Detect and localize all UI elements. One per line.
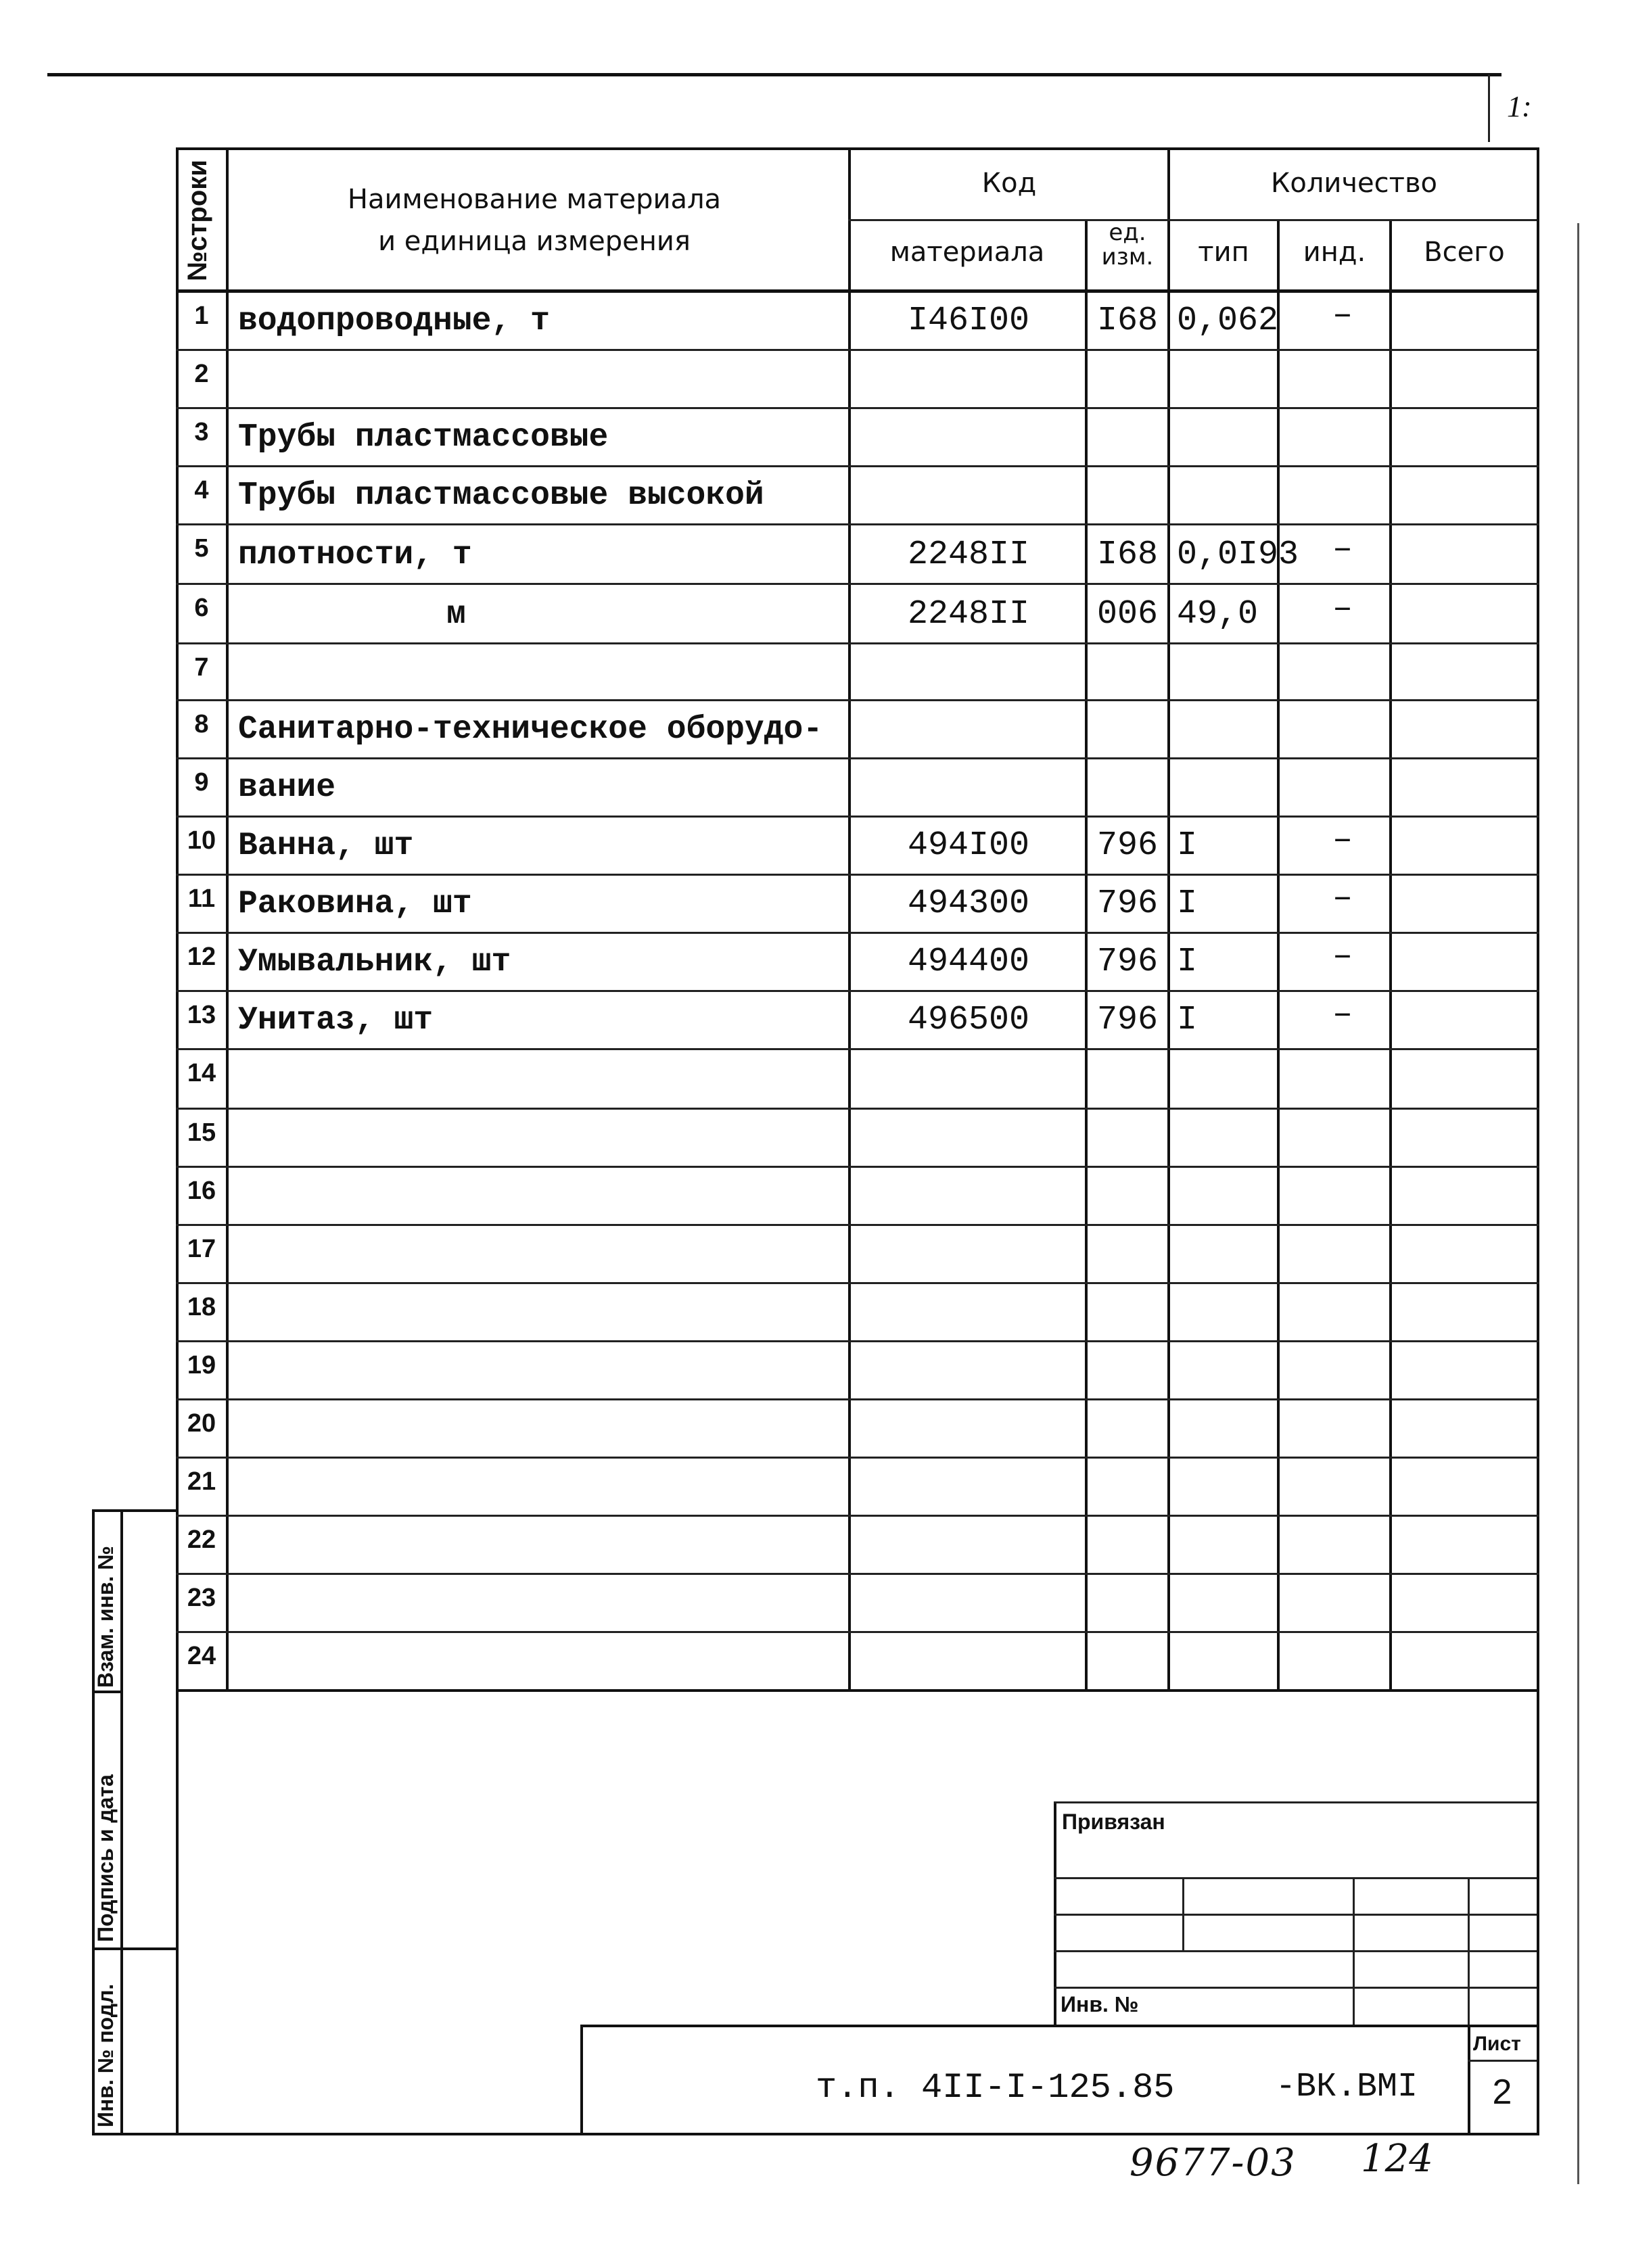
footer-ref-number: 9677-03 (1130, 2141, 1297, 2185)
row-number: 24 (187, 1642, 216, 1670)
row-type: I (1177, 826, 1198, 865)
table-row (0, 1632, 1630, 1691)
row-number: 7 (194, 653, 209, 682)
stamp-privyazan-top (1054, 1801, 1537, 1803)
sheet-label: Лист (1473, 2033, 1521, 2055)
row-type: 0,062 (1177, 302, 1279, 340)
row-ind: – (1332, 296, 1353, 335)
row-number: 5 (194, 534, 209, 563)
row-number: 6 (194, 594, 209, 622)
table-row (0, 701, 1630, 759)
row-ind: – (1332, 937, 1353, 976)
row-type: 0,0I93 (1177, 536, 1299, 574)
row-code: I46I00 (907, 302, 1030, 340)
table-row (0, 1109, 1630, 1167)
header-name-line1: Наименование материала (347, 184, 722, 215)
table-row (0, 1049, 1630, 1109)
row-number: 14 (187, 1059, 216, 1087)
row-unit: 006 (1096, 595, 1158, 634)
stamp-grid-v1 (1182, 1877, 1184, 1950)
side-strip-top (92, 1509, 179, 1512)
row-code: 2248II (907, 536, 1030, 574)
stamp-grid-v2 (1353, 1877, 1355, 2025)
table-row (0, 350, 1630, 408)
row-number: 18 (187, 1293, 216, 1321)
table-row (0, 759, 1630, 817)
table-row (0, 584, 1630, 644)
corner-mark: 1: (1507, 90, 1532, 123)
row-unit: I68 (1096, 536, 1158, 574)
row-unit: 796 (1096, 884, 1158, 923)
stamp-privyazan-left (1054, 1801, 1056, 2025)
row-number: 22 (187, 1526, 216, 1554)
side-label-inv-podl: Инв. № подл. (93, 1983, 118, 2127)
row-name: Санитарно-техническое оборудо- (238, 711, 823, 748)
row-number: 3 (194, 418, 209, 446)
row-number: 11 (187, 884, 216, 913)
row-number: 17 (187, 1235, 216, 1263)
footer-page-number: 124 (1361, 2137, 1433, 2181)
document-code: т.п. 4II-I-125.85 (816, 2068, 1175, 2108)
header-code: Код (981, 168, 1037, 199)
header-q-total: Всего (1424, 237, 1505, 268)
row-number: 21 (187, 1467, 216, 1496)
table-row (0, 1342, 1630, 1400)
stamp-grid-v3 (1468, 1877, 1470, 2025)
stamp-grid-h2 (1054, 1914, 1537, 1916)
row-number: 15 (187, 1118, 216, 1147)
row-number: 16 (187, 1177, 216, 1205)
table-row (0, 1400, 1630, 1458)
stamp-grid-h3 (1054, 1950, 1537, 1952)
row-name: Унитаз, шт (238, 1002, 434, 1039)
row-ind: – (1332, 590, 1353, 628)
stamp-grid-h1 (1054, 1877, 1537, 1879)
row-number: 12 (187, 943, 216, 971)
stamp-grid-h4 (1054, 1987, 1537, 1989)
row-type: I (1177, 1001, 1198, 1039)
table-row (0, 292, 1630, 350)
row-name: Умывальник, шт (238, 944, 511, 981)
side-strip-sep1 (92, 1691, 123, 1693)
table-row (0, 933, 1630, 991)
row-number: 1 (194, 302, 209, 330)
row-ind: – (1332, 821, 1353, 859)
row-code: 496500 (907, 1001, 1030, 1039)
table-row (0, 817, 1630, 875)
row-ind: – (1332, 879, 1353, 918)
table-row (0, 408, 1630, 467)
row-code: 494400 (907, 943, 1030, 981)
header-row-no: №строки (183, 160, 212, 281)
table-row (0, 467, 1630, 525)
row-name: плотности, т (238, 537, 472, 573)
row-type: I (1177, 943, 1198, 981)
top-rule (47, 73, 1501, 76)
row-unit: 796 (1096, 1001, 1158, 1039)
row-name: Трубы пластмассовые высокой (238, 477, 764, 514)
sheet-number: 2 (1492, 2073, 1512, 2112)
row-ind: – (1332, 995, 1353, 1034)
corner-tick (1488, 74, 1490, 142)
row-unit: 796 (1096, 826, 1158, 865)
titleblock-top (580, 2025, 1537, 2027)
header-name-line2: и единица измерения (378, 226, 691, 257)
table-top-border (176, 147, 1539, 150)
row-number: 9 (194, 768, 209, 797)
row-name: водопроводные, т (238, 303, 550, 339)
row-number: 19 (187, 1351, 216, 1379)
header-code-unit: ед. изм. (1101, 219, 1154, 270)
row-code: 2248II (907, 595, 1030, 634)
row-name: вание (238, 770, 336, 806)
titleblock-sheet-label-rule (1468, 2060, 1537, 2062)
row-type: I (1177, 884, 1198, 923)
row-number: 23 (187, 1584, 216, 1612)
row-number: 8 (194, 710, 209, 738)
header-mid-rule (848, 219, 1537, 221)
table-row (0, 875, 1630, 933)
table-row (0, 991, 1630, 1049)
document-suffix: -ВК.ВМI (1276, 2068, 1418, 2106)
header-quantity: Количество (1270, 168, 1437, 199)
header-code-material: материала (889, 237, 1045, 268)
row-unit: I68 (1096, 302, 1158, 340)
row-number: 4 (194, 476, 209, 504)
row-number: 13 (187, 1001, 216, 1029)
row-code: 494I00 (907, 826, 1030, 865)
table-row (0, 1516, 1630, 1574)
table-row (0, 1574, 1630, 1632)
side-strip-sep2 (92, 1947, 179, 1950)
table-row (0, 1458, 1630, 1516)
table-row (0, 1283, 1630, 1342)
side-label-vzam: Взам. инв. № (93, 1546, 118, 1688)
row-number: 10 (187, 826, 216, 855)
table-row (0, 644, 1630, 701)
side-label-podpis: Подпись и дата (93, 1774, 118, 1942)
row-code: 494300 (907, 884, 1030, 923)
table-row (0, 1167, 1630, 1225)
row-unit: 796 (1096, 943, 1158, 981)
header-q-type: тип (1198, 237, 1249, 268)
side-strip-right (120, 1509, 123, 2134)
table-row (0, 1225, 1630, 1283)
row-type: 49,0 (1177, 595, 1259, 634)
table-row (0, 525, 1630, 584)
header-q-ind: инд. (1303, 237, 1366, 268)
row-name: Трубы пластмассовые (238, 419, 609, 456)
stamp-privyazan-label: Привязан (1062, 1810, 1165, 1834)
row-name: Раковина, шт (238, 886, 472, 922)
row-name: м (446, 596, 466, 633)
row-ind: – (1332, 530, 1353, 569)
row-number: 20 (187, 1409, 216, 1438)
row-number: 2 (194, 360, 209, 388)
side-strip-bottom (92, 2133, 1539, 2135)
stamp-inv-no-label: Инв. № (1061, 1992, 1139, 2016)
row-name: Ванна, шт (238, 828, 414, 864)
titleblock-left (580, 2025, 583, 2134)
